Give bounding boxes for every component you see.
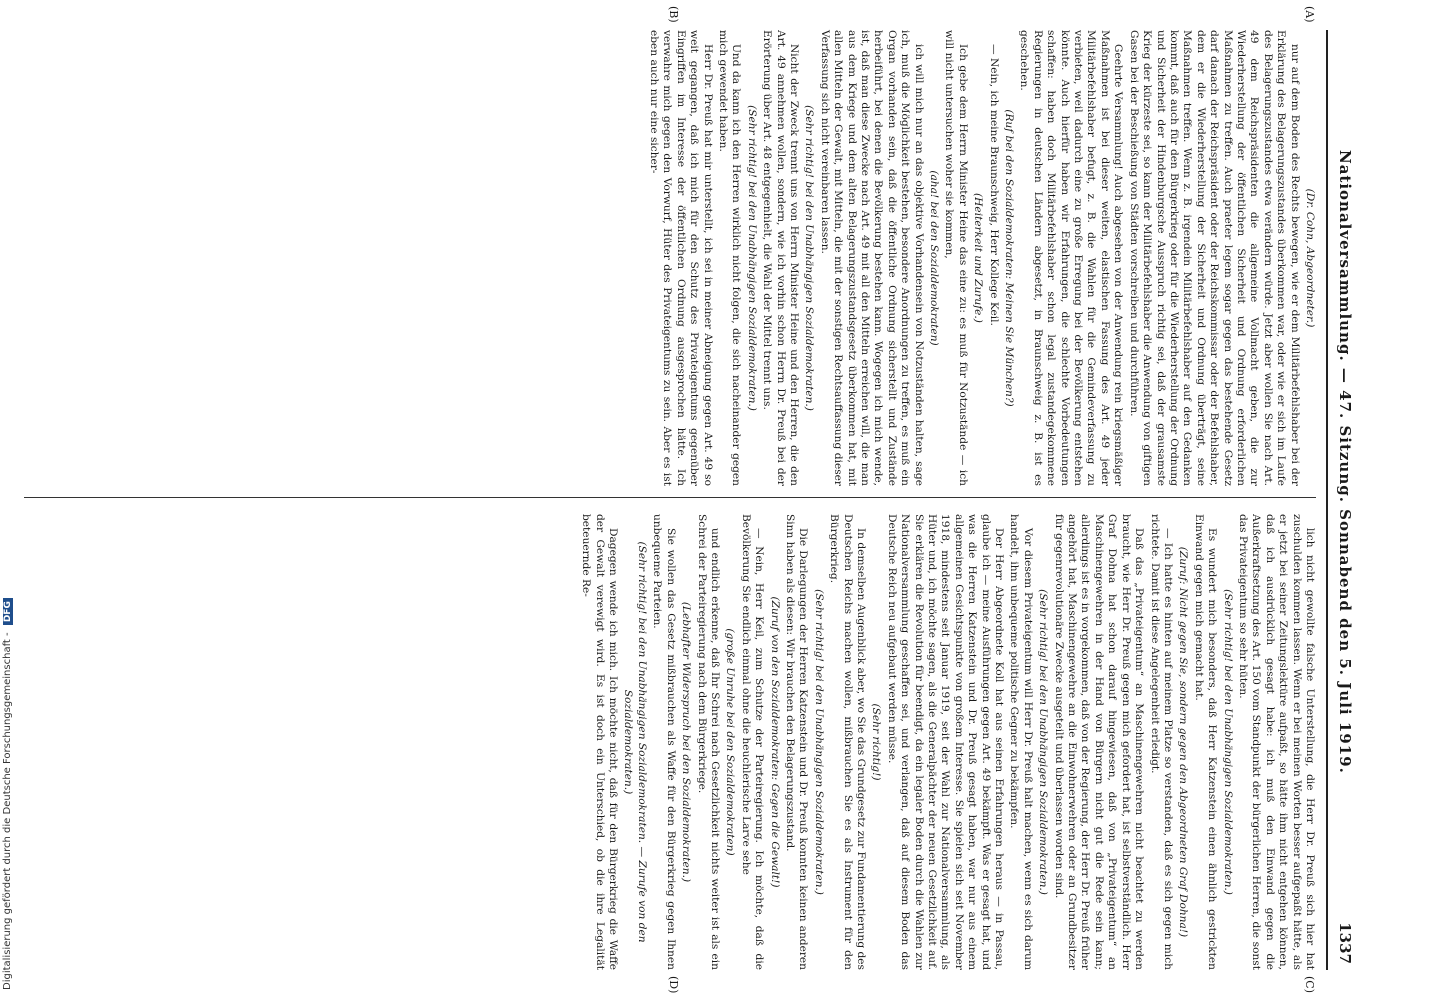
digitization-note (2, 598, 13, 990)
paragraph: — Nein, ich meine Braunschweig, Herr Kollege Keil. (987, 44, 1000, 326)
left-column (645, 30, 1317, 486)
paragraph: Der Herr Abgeordnete Koll hat aus seinen Erfahrungen heraus — in Passau, glaube ich — meine Ausführungen gegen Art. 49 bekämpft. Was er gesagt hat, und was die Herren Katzenstein und Dr. Preuß gesagt haben, war nur aus einem allgemeinen Gesichtspunkte von großem Interesse. Sie spielen sich seit November 1918, mindestens seit Januar 1919, seit der Wahl zur Nationalversammlung, als Hüter und, ich möchte sagen, als die Generalpächter der neuen Gesetzlichkeit auf. Sie erklären die Revolution für beendigt, da ein legaler Boden durch die Wahlen zur Nationalversammlung geschaffen sei, und verlangen, daß auf diesem Boden das Deutsche Reich neu aufgebaut werden müsse. (885, 514, 1006, 970)
paragraph: Daß das „Privateigentum“ an Maschinengewehren nicht beachtet zu werden braucht, wie Herr Dr. Preuß gegen mich gefordert hat, ist selbstverständlich. Herr Graf Dohna hat schon darauf hingewiesen, daß von „Privateigentum“ an Maschinengewehren in der Hand von Bürgern nicht gut die Rede sein kann; allerdings ist es in vorgekommen, daß von der Regierung, der Herr Dr. Preuß früher angehört hat, Maschinengewehre an die Einwohnerwehren oder an Grundbesitzer für gegenrevolutionäre Zwecke ausgeteilt und überlassen worden sind. (1052, 514, 1146, 970)
paragraph: Nicht der Zweck trennt uns von Herrn Minister Heine und den Herren, die den Art. 49 annehmen wollen, sondern, wie ich vorhin schon Herrn Dr. Preuß bei der Erörterung über Art. 48 entgegenhielt, die Wahl der Mittel trennt uns. (761, 30, 800, 486)
interjection: (Sehr richtig! bei den Unabhängigen Sozialdemokraten.) (812, 589, 825, 895)
paragraph: Herr Dr. Preuß hat mir unterstellt, ich sei in meiner Abneigung gegen Art. 49 so weit gegangen, daß ich mich für den Schutz des Privateigentums gegenüber Eingriffen im Interesse der öffentlichen Ordnung ausgesprochen hätte. Ich verwahre mich gegen den Vorwurf, Hüter des Privateigentums zu sein. Aber es ist eben auch nur eine sicher- (647, 30, 714, 486)
paragraph: Es wundert mich besonders, daß Herr Katzenstein einen ähnlich gestrickten Einwand gegen mich gemacht hat. (1192, 514, 1219, 970)
margin-marker-a: (A) (1303, 6, 1316, 23)
paragraph: Dagegen wende ich mich. Ich möchte nicht, daß für den Bürgerkrieg die Waffe der Gewalt verewigt wird. Es ist doch ein Unterschied, ob die ihre Legalität beteuernde Re- (580, 514, 620, 970)
interjection: (aha! bei den Sozialdemokraten) (928, 170, 941, 346)
page-header (1326, 30, 1358, 970)
paragraph: ich will mich nur an das objektive Vorhandensein von Notzuständen halten, sage ich, muß die Möglichkeit bestehen, besondere Anordnungen zu treffen, es muß ein Organ vorhanden sein, daß die öffentliche Ordnung sicherstellt und Zustände herbeiführt, bei denen die Bevölkerung bestehen kann. Wogegen ich mich wende, ist, daß man diese Zwecke nach Art. 49 mit all den Mitteln erreichen will, die man aus dem Kriege und dem alten Belagerungszustandsgesetz überkommen hat, mit allen Mitteln der Gewalt, mit Mitteln, die mit der sonstigen Rechtsauffassung dieser Verfassung sich nicht vereinbaren lassen. (818, 30, 925, 486)
interjection: (Sehr richtig! bei den Unabhängigen Sozialdemokraten.) (745, 105, 758, 411)
paragraph: Geehrte Versammlung! Auch abgesehen von der Anwendung rein kriegsmäßiger Maßnahmen ist bei dieser weiten, elastischen Fassung des Art. 49 jeder Militärbefehlshaber befugt, z. B. die Wahlen für die Gemindeverfassung zu verbieten, weil dadurch eine zu große Erregung bei der Bevölkerung entstehen könnte. Auch hierfür haben wir Erfahrungen, die schlechte Vorbedeutungen schaffen: haben doch Militärbefehlshaber schon legal zustandegekommene Regierungen in deutschen Ländern abgesetzt, in Braunschweig z. B. ist es geschehen. (1018, 30, 1125, 486)
paragraph: nur auf dem Boden des Rechts bewegen, wie er dem Militärbefehlshaber bei der Erklärung des Belagerungszustandes überkommen war, oder wie er sich im Laufe des Belagerungszustandes etwa verändern würde. Jetzt aber wollen Sie nach Art. 49 dem Reichspräsidenten die allgemeine Vollmacht geben, die zur Wiederherstellung der öffentlichen Sicherheit und Ordnung erforderlichen Maßnahmen zu treffen. Auch praeter legem sogar gegen das bestehende Gesetz darf danach der Reichspräsident oder der Reichskommissar oder der Befehlshaber, dem er die Wiederherstellung der Sicherheit und Ordnung überträgt, seine Maßnahmen treffen. Wenn z. B. irgendein Militärbefehlshaber auf den Gedanken kommt, daß auch für den Bürgerkrieg oder für die Wiederherstellung der Ordnung und Sicherheit der Hindenburgsche Ausspruch richtig sei, daß der grausamste Krieg der kürzeste sei, so kann der Militärbefehlshaber die Anwendung von giftigen Gasen bei der Beschießung von Städten vorschreiben und durchführen. (1127, 30, 1301, 486)
page-number: 1337 (1336, 922, 1354, 964)
paragraph: Ich gebe dem Herrn Minister Heine das eine zu: es muß für Notzustände — ich will nicht untersuchen woher sie kommen, (943, 30, 969, 486)
paragraph: Die Darlegungen der Herren Katzenstein und Dr. Preuß konnten keinen anderen Sinn haben als diesen: Wir brauchen den Belagerungszustand. (783, 514, 810, 970)
interjection: (Lebhafter Widerspruch bei den Sozialdemokraten.) (680, 601, 693, 883)
margin-marker-b: (B) (667, 6, 680, 23)
paragraph: — Nein, Herr Keil, zum Schutze der Parteiregierung. Ich möchte, daß die Bevölkerung Sie endlich einmal ohne die heuchlerische Larve sehe (739, 514, 766, 970)
paragraph: und endlich erkenne, daß Ihr Schrei nach Gesetzlichkeit nichts weiter ist als ein Schrei der Parteiregierung nach dem Bürgerkriege. (695, 514, 721, 970)
paragraph: lich nicht gewollte falsche Unterstellung, die Herr Dr. Preuß sich hier hat zuschulden kommen lassen. Wenn er bei meinen Worten besser aufgepaßt hätte, als er jetzt bei seiner Zeitungslektüre aufpaßt, so hätte ihm nicht entgehen können, daß ich ausdrücklich gesagt habe: ich muß den Einwand gegen die Außerkraftsetzung des Art. 150 vom Standpunkt der bürgerlichen Herren, die sonst das Privateigentum so sehr hüten. (1236, 514, 1316, 970)
interjection: (große Unruhe bei den Sozialdemokraten) (724, 628, 737, 856)
interjection: (Sehr richtig! bei den Unabhängigen Sozialdemokraten.) (803, 105, 816, 411)
paragraph: In demselben Augenblick aber, wo Sie das Grundgesetz zur Fundamentierung des Deutschen Reichs machen wollen, mißbrauchen Sie es als Instrument für den Bürgerkrieg. (828, 514, 867, 970)
interjection: (Ruf bei den Sozialdemokraten: Meinen Sie München?) (1003, 109, 1016, 407)
interjection: (Zuruf: Nicht gegen Sie, sondern gegen den Abgeordneten Graf Dohna!) (1177, 546, 1190, 938)
interjection: (Sehr richtig! bei den Unabhängigen Sozialdemokraten.) (1221, 589, 1234, 895)
digitization-note-text: Digitalisierung gefördert durch die Deutsche Forschungsgemeinschaft - (2, 632, 13, 990)
interjection: (Sehr richtig! bei den Unabhängigen Sozialdemokraten. — Zurufe von den Sozialdemokraten.) (622, 541, 648, 943)
margin-marker-d: (D) (667, 976, 680, 994)
column-divider (24, 497, 1316, 498)
dfg-logo: DFG (3, 598, 13, 625)
paragraph: Und da kann ich den Herren wirklich nicht folgen, die sich nacheinander gegen mich gewendet haben. (716, 30, 743, 486)
paragraph: — Ich hatte es hinten auf meinem Platze so verstanden, daß es sich gegen mich richtete. Damit ist diese Angelegenheit erledigt. (1148, 514, 1174, 970)
running-title: Nationalversammlung. — 47. Sitzung. Sonnabend den 5. Juli 1919. (1336, 150, 1354, 774)
interjection: (Zuruf von den Sozialdemokraten: Gegen die Gewalt!) (768, 596, 781, 888)
paragraph: Vor diesem Privateigentum will Herr Dr. Preuß halt machen, wenn es sich darum handelt, ihm unbequeme politische Gegner zu bekämpfen. (1008, 514, 1034, 970)
margin-marker-c: (C) (1303, 976, 1316, 993)
paragraph: Sie wollen das Gesetz mißbrauchen als Waffe für den Bürgerkrieg gegen Ihnen unbequeme Parteien. (651, 514, 677, 970)
interjection: (Dr. Cohn, Abgeordneter.) (1304, 188, 1316, 328)
right-column (577, 514, 1316, 970)
interjection: (Sehr richtig! bei den Unabhängigen Sozialdemokraten.) (1037, 589, 1050, 895)
interjection: (Heiterkeit und Zurufe.) (972, 193, 985, 323)
interjection: (Sehr richtig!) (870, 703, 883, 781)
